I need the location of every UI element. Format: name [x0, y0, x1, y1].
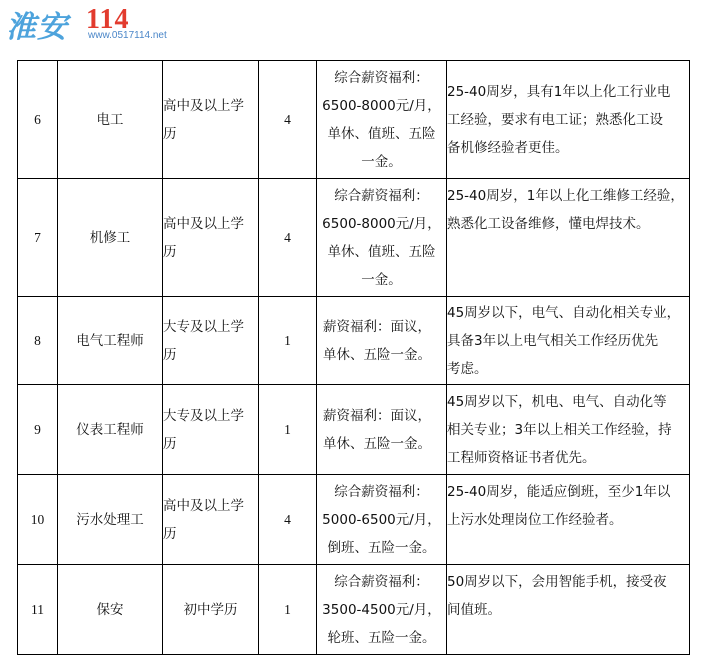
job-requirements: 50周岁以下，会用智能手机，接受夜 间值班。 [447, 574, 667, 618]
job-requirements: 25-40周岁，具有1年以上化工行业电 工经验，要求有电工证；熟悉化工设 备机修经验者更佳。 [447, 83, 671, 156]
job-position: 电工 [58, 61, 163, 179]
job-position: 污水处理工 [58, 475, 163, 565]
job-requirements: 25-40周岁，1年以上化工维修工经验， 熟悉化工设备维修，懂电焊技术。 [447, 188, 684, 232]
job-number: 7 [18, 179, 58, 297]
job-count: 4 [259, 475, 317, 565]
job-number: 6 [18, 61, 58, 179]
job-education: 大专及以上学 历 [163, 318, 244, 363]
job-requirements: 45周岁以下，电气、自动化相关专业， 具备3年以上电气相关工作经历优先 考虑。 [447, 304, 681, 377]
table-row [18, 385, 690, 475]
job-requirements: 25-40周岁，能适应倒班，至少1年以 上污水处理岗位工作经验者。 [447, 484, 671, 528]
job-education: 大专及以上学 历 [163, 407, 244, 452]
logo-text: 淮安 [6, 10, 68, 45]
job-position: 保安 [58, 565, 163, 655]
table-row [18, 179, 690, 297]
job-table [17, 60, 690, 655]
job-count: 1 [259, 385, 317, 475]
table-row [18, 565, 690, 655]
table-row [18, 475, 690, 565]
logo-url[interactable]: www.0517114.net [88, 30, 167, 41]
job-number: 8 [18, 297, 58, 385]
job-count: 4 [259, 61, 317, 179]
job-count: 1 [259, 565, 317, 655]
job-salary: 综合薪资福利： 5000-6500元/月， 倒班、五险一金。 [322, 483, 441, 556]
table-row [18, 297, 690, 385]
job-count: 4 [259, 179, 317, 297]
job-requirements: 45周岁以下，机电、电气、自动化等 相关专业；3年以上相关工作经验，持 工程师资格证书者优先。 [447, 393, 672, 466]
job-position: 电气工程师 [58, 297, 163, 385]
job-number: 9 [18, 385, 58, 475]
job-number: 11 [18, 565, 58, 655]
job-salary: 薪资福利：面议， 单休、五险一金。 [323, 407, 431, 452]
job-count: 1 [259, 297, 317, 385]
job-position: 仪表工程师 [58, 385, 163, 475]
job-salary: 综合薪资福利： 3500-4500元/月， 轮班、五险一金。 [322, 573, 441, 646]
logo-number: 114 [86, 4, 130, 35]
job-salary: 综合薪资福利： 6500-8000元/月， 单休、值班、五险 一金。 [322, 187, 441, 288]
job-position: 机修工 [58, 179, 163, 297]
job-education: 高中及以上学 历 [163, 215, 244, 260]
job-number: 10 [18, 475, 58, 565]
job-education: 高中及以上学 历 [163, 497, 244, 542]
job-education: 高中及以上学 历 [163, 97, 244, 142]
job-education: 初中学历 [183, 601, 238, 618]
table-row [18, 61, 690, 179]
job-salary: 综合薪资福利： 6500-8000元/月， 单休、值班、五险 一金。 [322, 69, 441, 170]
job-salary: 薪资福利：面议， 单休、五险一金。 [323, 318, 431, 363]
